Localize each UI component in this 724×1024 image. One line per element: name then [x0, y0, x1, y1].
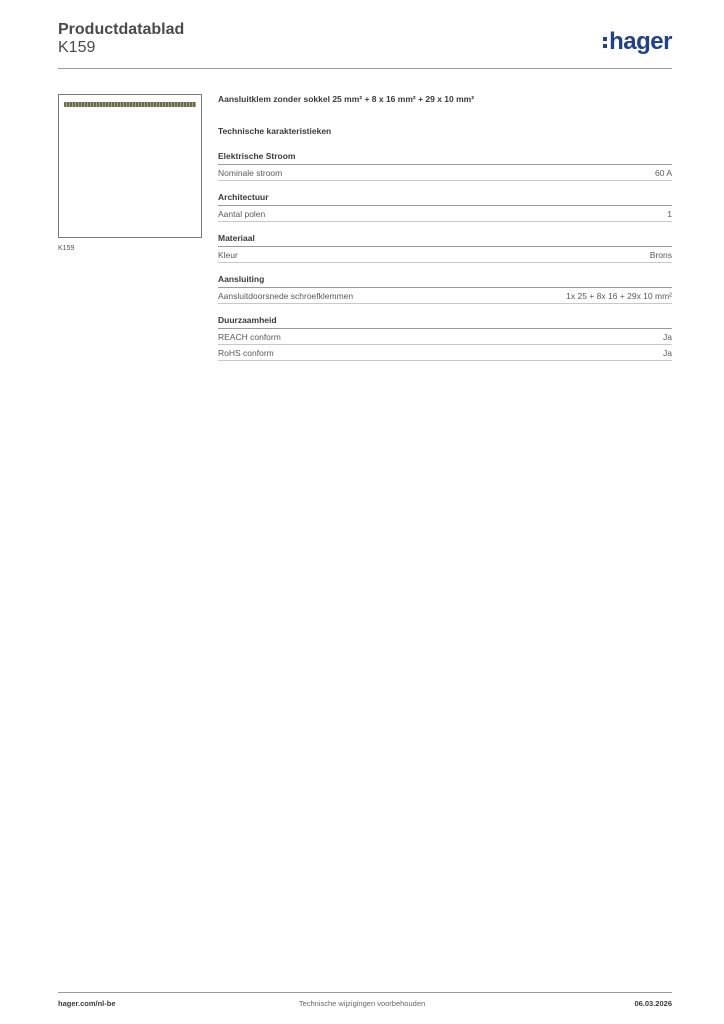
spec-value: Ja: [663, 348, 672, 358]
section-title: Aansluiting: [218, 274, 672, 288]
spec-row: [218, 206, 672, 222]
footer-date: 06.03.2026: [634, 999, 672, 1008]
spec-label: REACH conform: [218, 332, 281, 342]
product-image-caption: K159: [58, 245, 75, 252]
technical-heading: Technische karakteristieken: [218, 126, 332, 136]
section-electric-current: [218, 151, 672, 181]
spec-label: Kleur: [218, 250, 238, 260]
logo-dots-icon: [603, 37, 607, 48]
product-image: [58, 94, 202, 238]
section-connection: [218, 274, 672, 304]
header-divider: [58, 68, 672, 69]
spec-value: 60 A: [654, 168, 672, 178]
section-title: Architectuur: [218, 192, 672, 206]
logo-text: hager: [609, 28, 672, 55]
product-title: Aansluitklem zonder sokkel 25 mm² + 8 x 16 mm² + 29 x 10 mm²: [218, 94, 475, 104]
section-title: Elektrische Stroom: [218, 151, 672, 165]
spec-row: [218, 247, 672, 263]
product-details: [218, 94, 672, 372]
spec-value: Ja: [663, 332, 672, 342]
footer-website-link[interactable]: hager.com/nl-be: [58, 999, 116, 1008]
section-title: Duurzaamheid: [218, 315, 672, 329]
spec-value: 1: [667, 209, 672, 219]
section-material: [218, 233, 672, 263]
section-architecture: [218, 192, 672, 222]
spec-row: [218, 165, 672, 181]
spec-row: [218, 288, 672, 304]
section-sustainability: [218, 315, 672, 361]
hager-logo: [603, 28, 672, 56]
spec-value: 1x 25 + 8x 16 + 29x 10 mm²: [566, 291, 672, 301]
section-title: Materiaal: [218, 233, 672, 247]
spec-label: Aansluitdoorsnede schroefklemmen: [218, 291, 354, 301]
spec-label: RoHS conform: [218, 348, 274, 358]
spec-label: Aantal polen: [218, 209, 266, 219]
spec-row: [218, 345, 672, 361]
page-title: Productdatablad: [58, 21, 185, 38]
footer-divider: [58, 992, 672, 993]
spec-row: [218, 329, 672, 345]
spec-value: Brons: [649, 250, 672, 260]
spec-label: Nominale stroom: [218, 168, 283, 178]
terminal-strip-image: [64, 102, 196, 107]
footer-disclaimer: Technische wijzigingen voorbehouden: [298, 999, 426, 1008]
product-code: K159: [58, 39, 96, 56]
